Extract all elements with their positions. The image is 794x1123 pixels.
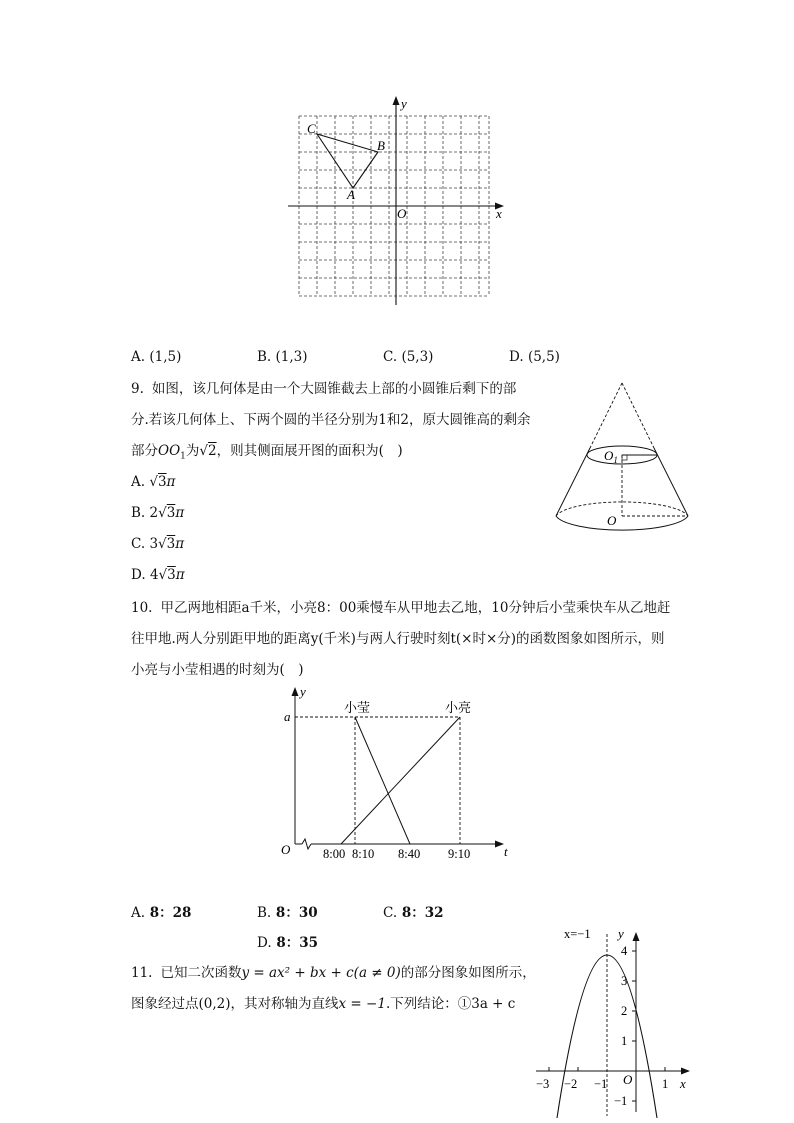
bottom-circle-front [556,516,688,530]
t-label: t [504,844,508,859]
point-b-label: B [377,138,385,153]
q9-option-a[interactable]: A. √3π [131,474,176,490]
bottom-circle-back [556,502,688,516]
q11-line-1: 11. 已知二次函数y = ax² + bx + c(a ≠ 0)的部分图象如图所示， [131,965,536,981]
top-center-label: $O_1$ [604,448,618,465]
q9-cone-figure [548,376,698,536]
point-c-label: C [307,121,316,136]
q8-option-b[interactable]: B. (1,3) [257,349,308,365]
ytick-m1: −1 [614,1094,628,1108]
q9-line-3: 部分$OO_1$为√2，则其侧面展开图的面积为( ) [131,443,403,462]
x-axis-label: x [496,206,502,221]
cone-left-edge-top [590,383,622,448]
tick-800: 8:00 [323,847,346,861]
tick-840: 8:40 [398,847,421,861]
point-a-label: A [347,187,355,202]
ytick-2: 2 [621,1004,628,1018]
origin-label: O [397,206,407,221]
origin-label: O [281,842,291,857]
xiaoliang-line [341,717,460,844]
q9-option-d[interactable]: D. 4√3π [131,567,185,583]
xiaoliang-label: 小亮 [445,700,472,715]
q10-option-b[interactable]: B. 8：30 [257,905,318,921]
xiaoying-line [355,717,410,844]
ytick-1: 1 [621,1034,628,1048]
tick-810: 8:10 [352,847,375,861]
q9-line-1: 9. 如图，该几何体是由一个大圆锥截去上部的小圆锥后剩下的部 [131,381,517,397]
y-axis-label: y [401,96,407,111]
q10-option-c[interactable]: C. 8：32 [383,905,444,921]
q11-parabola-figure [528,922,700,1118]
q11-number: 11. [131,965,153,981]
q8-option-a[interactable]: A. (1,5) [131,349,182,365]
q9-option-c[interactable]: C. 3√3π [131,536,185,552]
xiaoying-label: 小莹 [344,700,371,715]
y-label: y [300,684,306,699]
tick-910: 9:10 [448,847,471,861]
a-label: a [284,709,291,724]
xtick-m3: −3 [536,1077,550,1091]
cone-left-edge [556,448,590,516]
triangle-abc [317,134,378,188]
q10-option-d[interactable]: D. 8：35 [257,935,319,951]
y-axis-arrow [633,932,640,941]
cone-right-edge-top [622,383,654,448]
q10-line-1: 10. 甲乙两地相距a千米，小亮8：00乘慢车从甲地去乙地，10分钟后小莹乘快车从乙地赶 [131,600,671,616]
q10-line-3: 小亮与小莹相遇的时刻为( ) [131,662,304,678]
q10-line-2: 往甲地.两人分别距甲地的距离y(千米)与两人行驶时刻t(×时×分)的函数图象如图所示，则 [131,631,665,647]
origin-label: O [623,1072,633,1087]
ytick-4: 4 [621,944,628,958]
xtick-m1: −1 [594,1077,608,1091]
q8-option-c[interactable]: C. (5,3) [383,349,434,365]
q9-option-b[interactable]: B. 2√3π [131,505,185,521]
x-label: x [680,1076,686,1091]
q8-grid-figure [280,92,510,307]
right-angle-mark [622,455,627,460]
q10-number: 10. [131,600,153,616]
bottom-center-label: O [607,513,617,528]
y-axis-arrow [292,687,299,696]
q9-number: 9. [131,381,144,397]
axis-break [302,839,311,849]
y-label: y [618,926,624,941]
q10-option-a[interactable]: A. 8：28 [131,905,192,921]
q10-graph [278,684,516,864]
sqrt-symbol: √ [199,443,208,459]
xtick-1: 1 [662,1077,669,1091]
y-axis-arrow [393,96,400,105]
cone-right-edge [654,448,688,516]
t-axis-arrow [495,841,504,848]
ytick-3: 3 [621,974,628,988]
q11-line-2: 图象经过点(0,2)，其对称轴为直线x = −1.下列结论：①3a + c [131,996,516,1012]
symmetry-axis-label: x=−1 [564,927,591,941]
q9-line-2: 分.若该几何体上、下两个圆的半径分别为1和2，原大圆锥高的剩余 [131,412,531,428]
q8-option-d[interactable]: D. (5,5) [509,349,560,365]
x-axis-arrow [681,1068,690,1075]
xtick-m2: −2 [564,1077,578,1091]
